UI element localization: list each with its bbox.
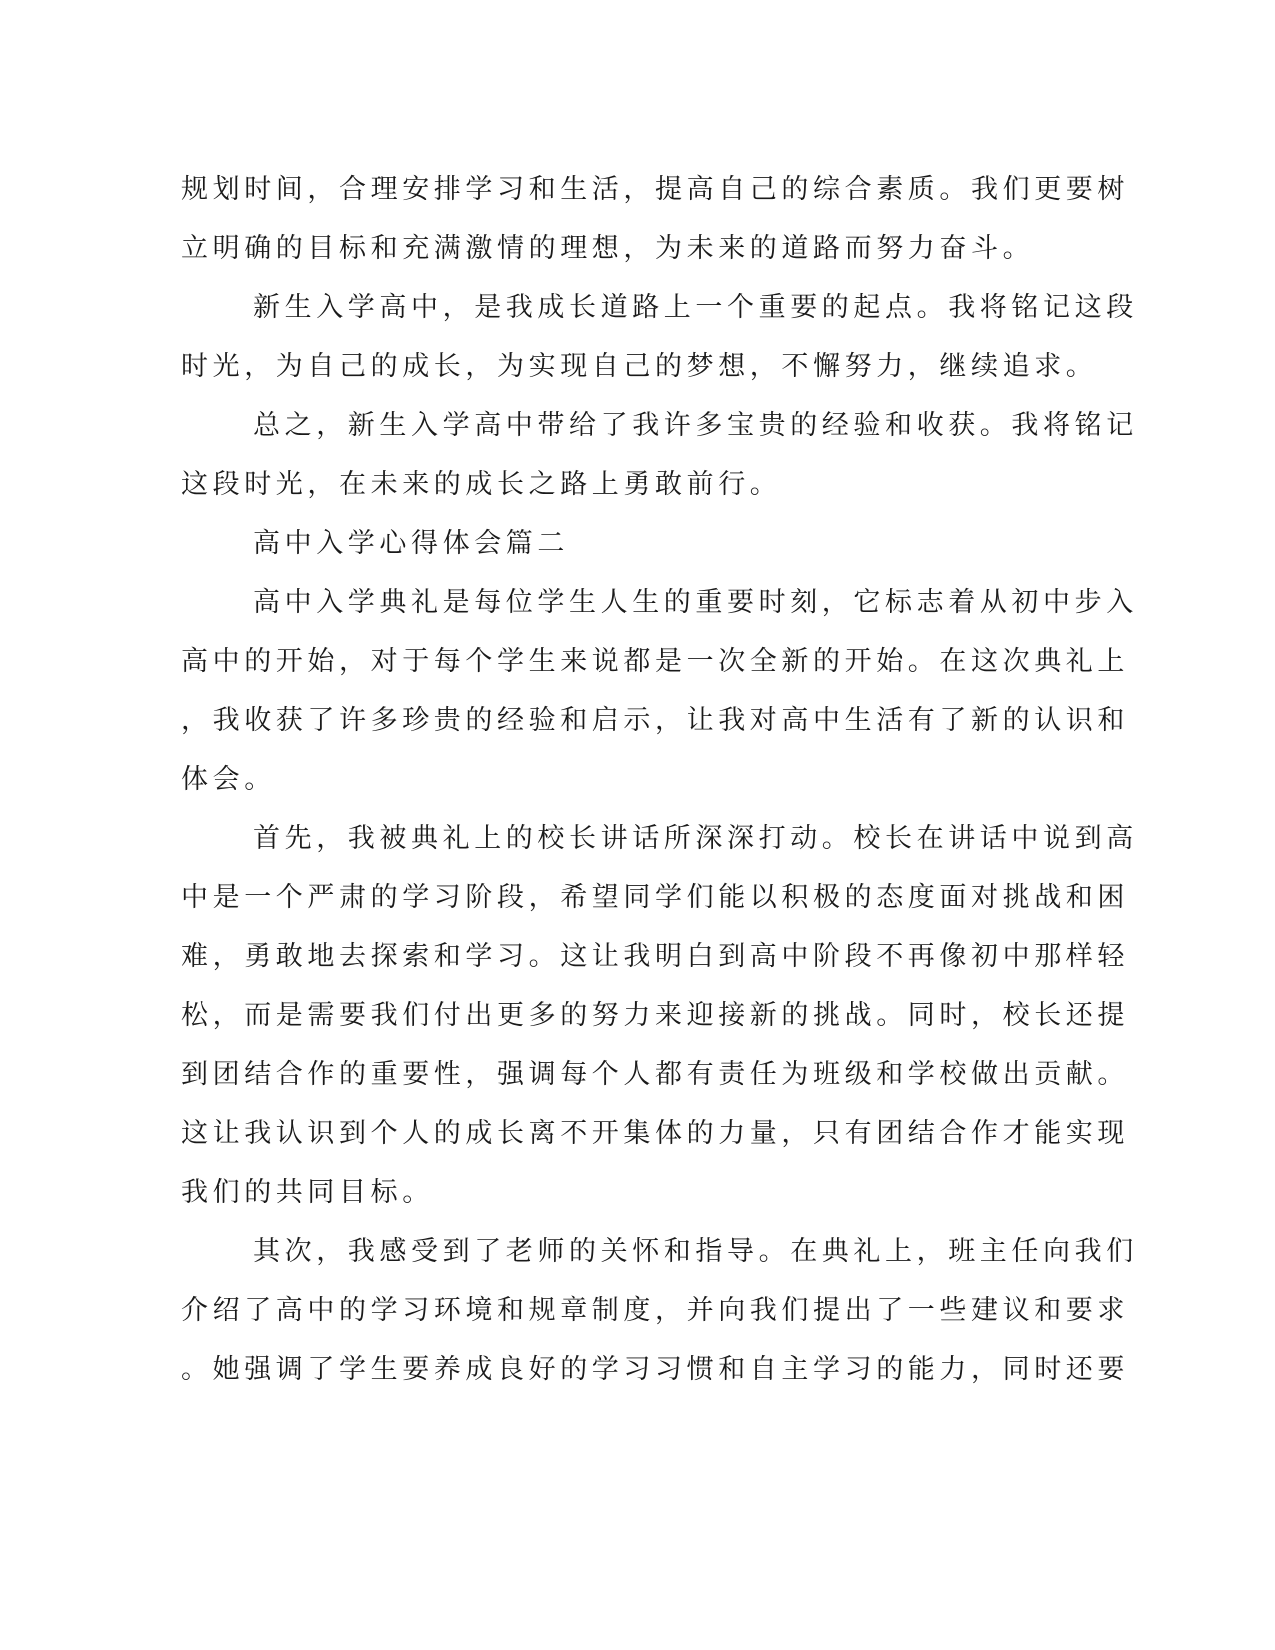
section-heading: 高中入学心得体会篇二 bbox=[253, 528, 569, 559]
text-line: 松，而是需要我们付出更多的努力来迎接新的挑战。同时，校长还提 bbox=[181, 1000, 1129, 1031]
text-line: 首先，我被典礼上的校长讲话所深深打动。校长在讲话中说到高 bbox=[253, 823, 1138, 854]
text-line: 难，勇敢地去探索和学习。这让我明白到高中阶段不再像初中那样轻 bbox=[181, 941, 1129, 972]
text-line: 其次，我感受到了老师的关怀和指导。在典礼上，班主任向我们 bbox=[253, 1236, 1138, 1267]
text-line: 高中的开始，对于每个学生来说都是一次全新的开始。在这次典礼上 bbox=[181, 646, 1129, 677]
text-line: 到团结合作的重要性，强调每个人都有责任为班级和学校做出贡献。 bbox=[181, 1059, 1129, 1090]
text-line: 体会。 bbox=[181, 764, 276, 795]
text-line: 。她强调了学生要养成良好的学习习惯和自主学习的能力，同时还要 bbox=[181, 1354, 1129, 1385]
text-line: 我们的共同目标。 bbox=[181, 1177, 434, 1208]
text-line: 介绍了高中的学习环境和规章制度，并向我们提出了一些建议和要求 bbox=[181, 1295, 1129, 1326]
text-line: 立明确的目标和充满激情的理想，为未来的道路而努力奋斗。 bbox=[181, 233, 1035, 264]
text-line: 总之，新生入学高中带给了我许多宝贵的经验和收获。我将铭记 bbox=[253, 410, 1138, 441]
text-line: 这段时光，在未来的成长之路上勇敢前行。 bbox=[181, 469, 782, 500]
text-line: 新生入学高中，是我成长道路上一个重要的起点。我将铭记这段 bbox=[253, 292, 1138, 323]
document-body bbox=[181, 160, 1138, 1399]
text-line: 这让我认识到个人的成长离不开集体的力量，只有团结合作才能实现 bbox=[181, 1118, 1129, 1149]
text-line: 时光，为自己的成长，为实现自己的梦想，不懈努力，继续追求。 bbox=[181, 351, 1098, 382]
text-line: 中是一个严肃的学习阶段，希望同学们能以积极的态度面对挑战和困 bbox=[181, 882, 1129, 913]
text-line: 规划时间，合理安排学习和生活，提高自己的综合素质。我们更要树 bbox=[181, 174, 1129, 205]
text-line: ，我收获了许多珍贵的经验和启示，让我对高中生活有了新的认识和 bbox=[181, 705, 1129, 736]
text-line: 高中入学典礼是每位学生人生的重要时刻，它标志着从初中步入 bbox=[253, 587, 1138, 618]
